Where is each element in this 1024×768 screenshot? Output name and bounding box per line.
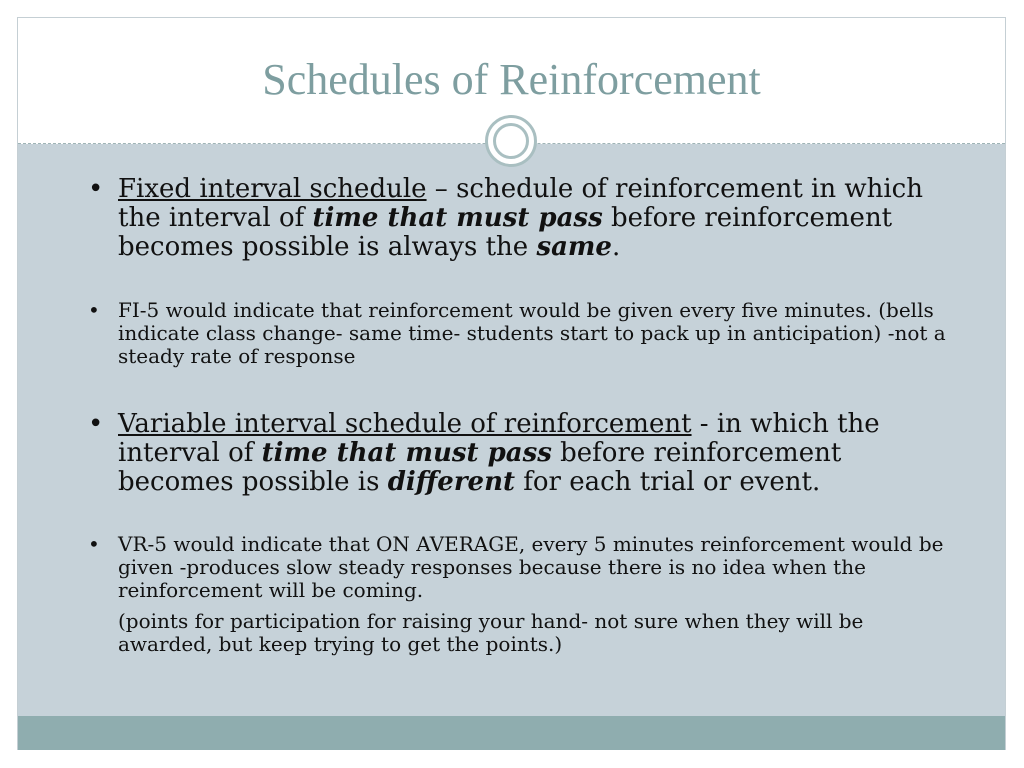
- bullet-text: – schedule of reinforcement in which the interval of: [118, 174, 923, 233]
- bullet-fixed-interval: [88, 174, 958, 262]
- emphasis-text: same: [536, 232, 612, 262]
- bullet-dot: •: [88, 409, 104, 439]
- participation-note: (points for participation for raising your hand- not sure when they will be awarded, but keep trying to get the points.): [118, 609, 864, 656]
- bullet-variable-interval: [88, 409, 958, 497]
- footer-bar: [18, 716, 1005, 750]
- bullet-fi5: [88, 298, 958, 368]
- emphasis-text: time that must pass: [312, 203, 603, 233]
- bullet-dot: •: [88, 174, 104, 204]
- bullet-dot: •: [88, 532, 100, 556]
- slide: [17, 17, 1006, 750]
- bullet-vr5: [88, 532, 958, 602]
- bullet-text: before reinforcement becomes possible is: [118, 438, 842, 497]
- emphasis-text: time that must pass: [261, 438, 552, 468]
- term-fixed-interval: Fixed interval schedule: [118, 174, 427, 204]
- bullet-text: - in which the interval of: [118, 409, 880, 468]
- bullet-text: FI-5 would indicate that reinforcement would be given every five minutes. (bells indicate class change- same time- students start to pack up in anticipation) -not a steady rate of response: [118, 298, 946, 368]
- bullet-dot: •: [88, 298, 100, 322]
- bullet-text: VR-5 would indicate that ON AVERAGE, every 5 minutes reinforcement would be given -produces slow steady responses because there is no idea when the reinforcement will be coming.: [118, 532, 944, 602]
- slide-title: Schedules of Reinforcement: [262, 55, 761, 104]
- emphasis-text: different: [387, 467, 515, 497]
- circle-ornament-icon: [485, 115, 537, 167]
- bullet-text: .: [611, 232, 621, 262]
- term-variable-interval: Variable interval schedule of reinforcement: [118, 409, 692, 439]
- bullet-text: for each trial or event.: [515, 467, 821, 497]
- bullet-text: before reinforcement becomes possible is always the: [118, 203, 893, 262]
